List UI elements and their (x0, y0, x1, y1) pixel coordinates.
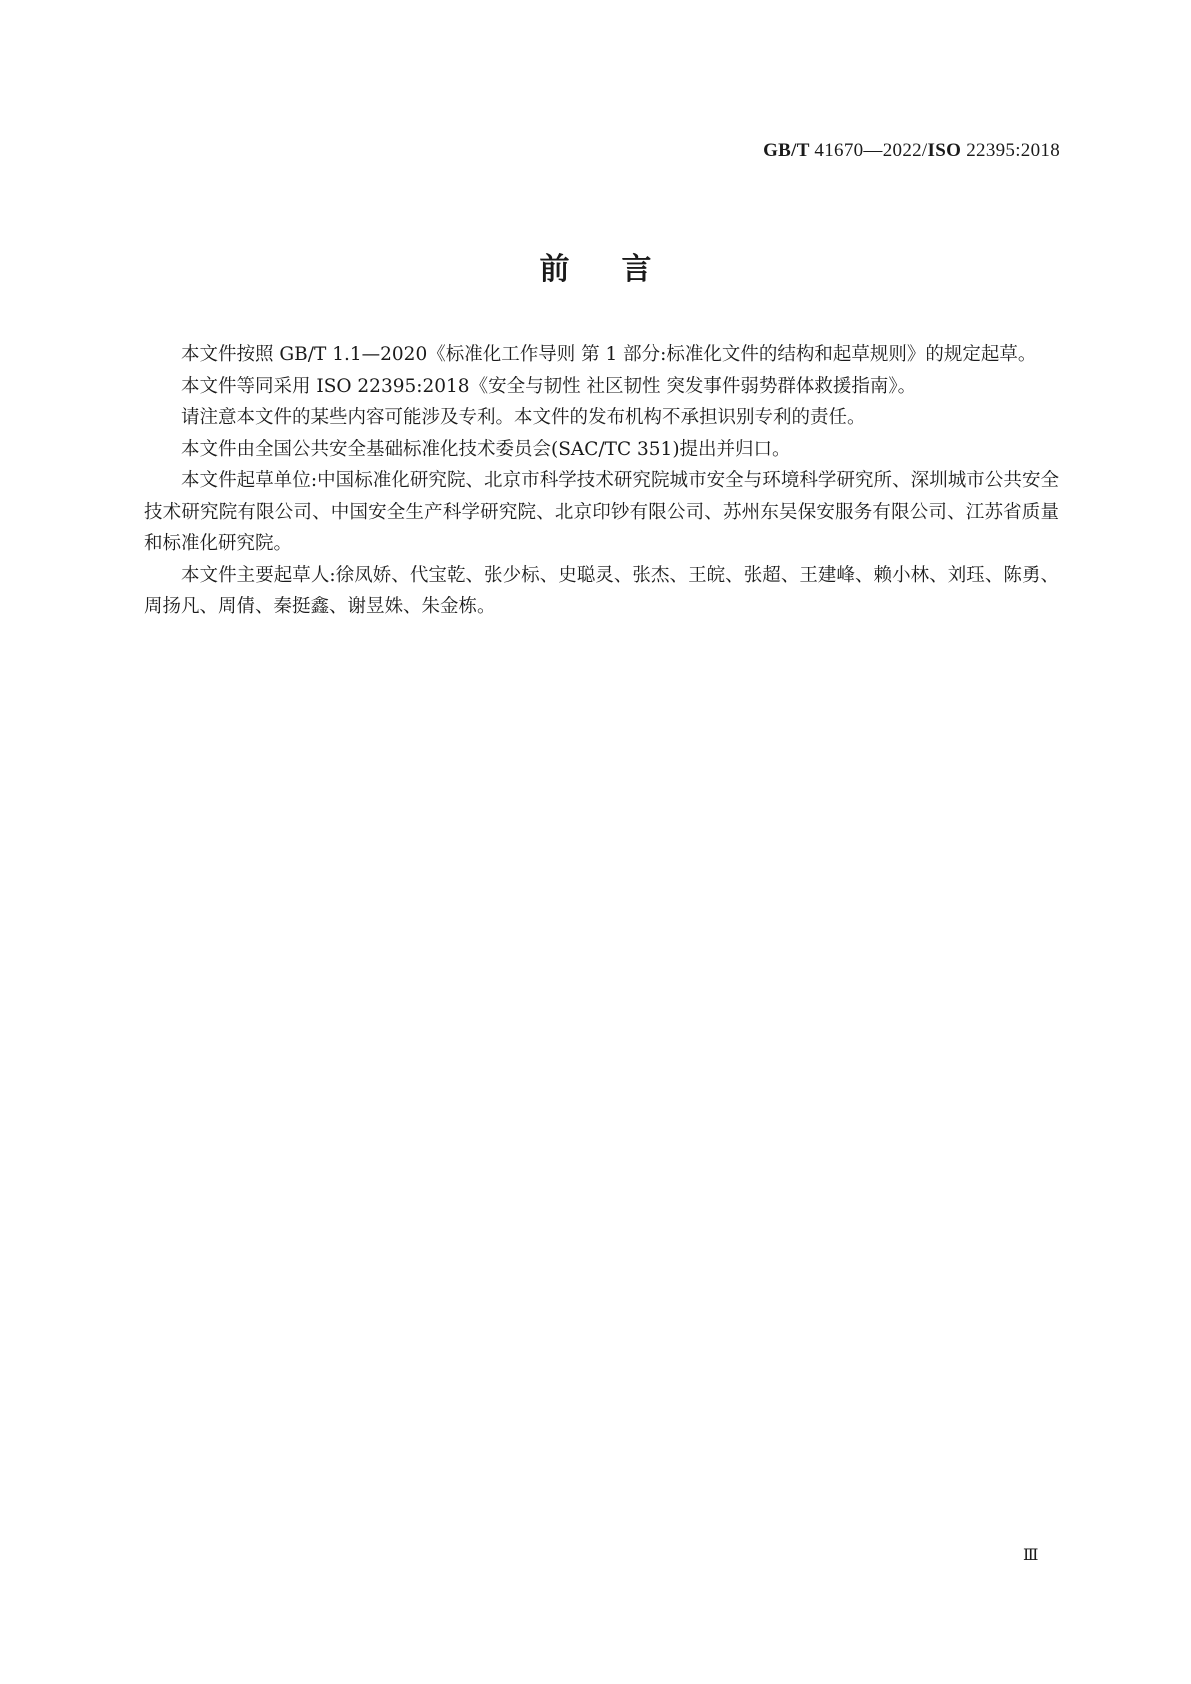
paragraph-committee: 本文件由全国公共安全基础标准化技术委员会(SAC/TC 351)提出并归口。 (181, 438, 791, 460)
iso-prefix: ISO (927, 140, 962, 161)
code-number: 41670—2022/ (814, 140, 928, 161)
code-prefix: GB/T (763, 140, 810, 161)
iso-number: 22395:2018 (966, 140, 1060, 161)
paragraph-drafting-organizations: 本文件起草单位:中国标准化研究院、北京市科学技术研究院城市安全与环境科学研究所、深圳城市公共安全技术研究院有限公司、中国安全生产科学研究院、北京印钞有限公司、苏州东吴保安服务有限公司、江苏省质量和标准化研究院。 (144, 470, 1059, 554)
paragraph-patent-notice: 请注意本文件的某些内容可能涉及专利。本文件的发布机构不承担识别专利的责任。 (181, 407, 866, 428)
page-number: Ⅲ (1023, 1547, 1039, 1564)
foreword-body (144, 339, 1059, 623)
standard-code (763, 140, 1060, 162)
paragraph-drafting-rules: 本文件按照 GB/T 1.1—2020《标准化工作导则 第 1 部分:标准化文件的结构和起草规则》的规定起草。 (181, 344, 1037, 365)
page-title: 前言 (539, 252, 704, 287)
paragraph-iso-adoption: 本文件等同采用 ISO 22395:2018《安全与韧性 社区韧性 突发事件弱势群体救援指南》。 (181, 375, 917, 397)
paragraph-drafters: 本文件主要起草人:徐凤娇、代宝乾、张少标、史聪灵、张杰、王皖、张超、王建峰、赖小林、刘珏、陈勇、周扬凡、周倩、秦挺鑫、谢昱姝、朱金栋。 (144, 564, 1059, 617)
